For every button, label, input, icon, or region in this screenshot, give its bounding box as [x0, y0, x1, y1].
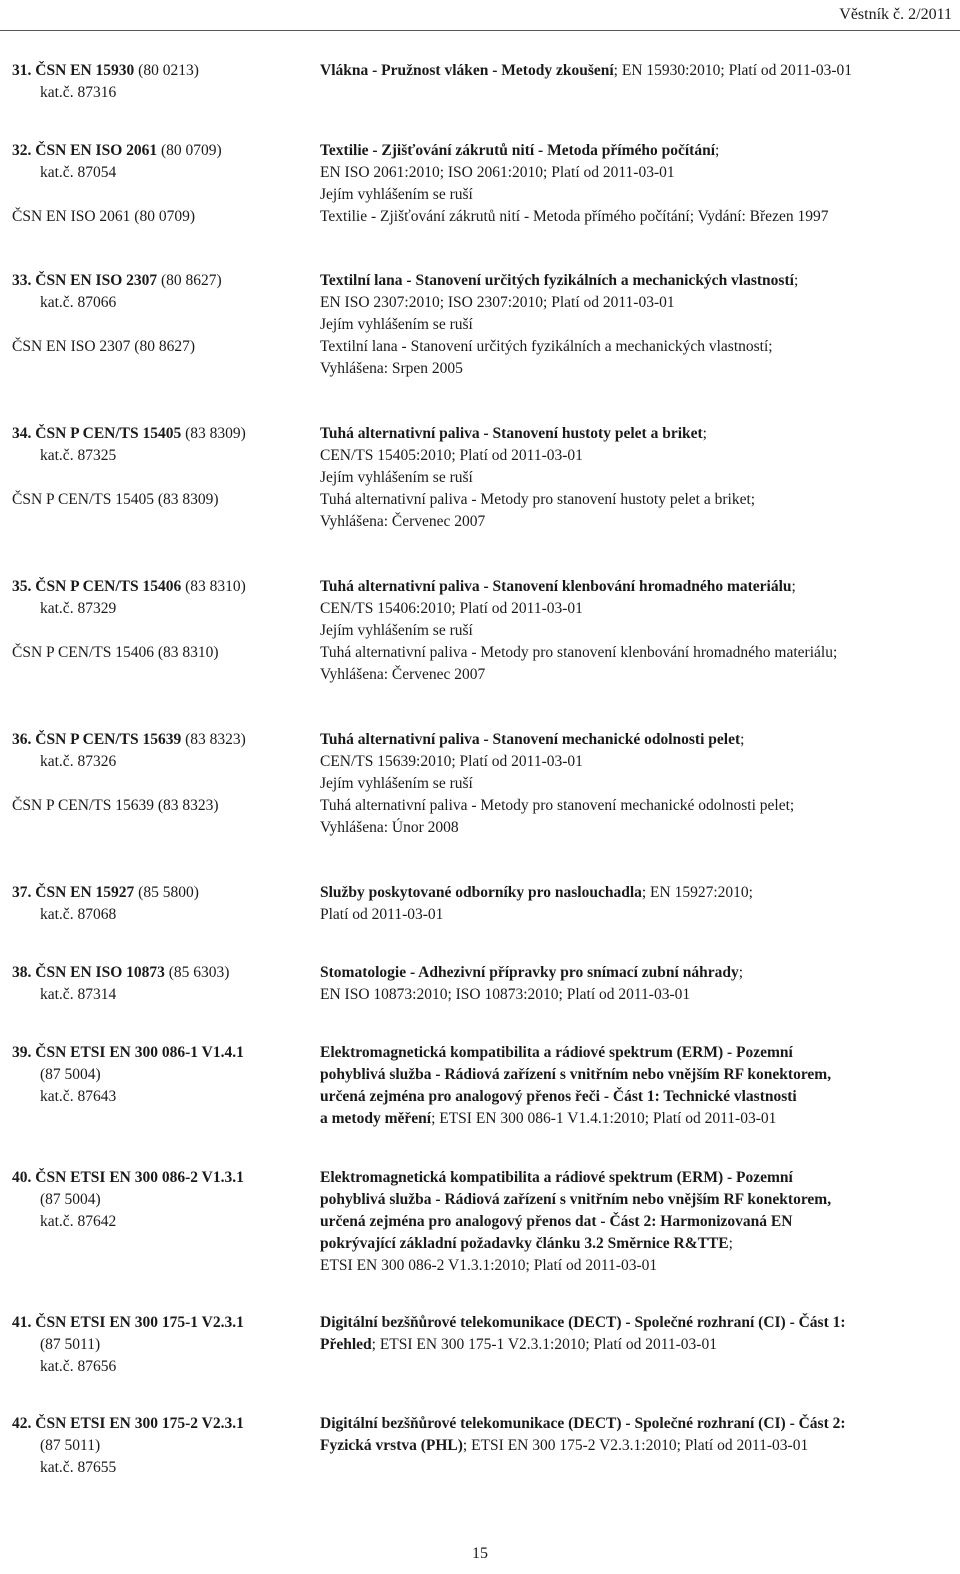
- text-line: [12, 642, 312, 664]
- text-line: [320, 773, 950, 795]
- plain-text: Jejím vyhlášením se ruší: [320, 622, 473, 639]
- text-line: [320, 1189, 950, 1211]
- plain-text: ; ETSI EN 300 086-1 V1.4.1:2010; Platí od 2011-03-01: [431, 1110, 777, 1127]
- plain-text: Tuhá alternativní paliva - Metody pro stanovení klenbování hromadného materiálu;: [320, 644, 838, 661]
- bold-text: Vlákna - Pružnost vláken - Metody zkoušení: [320, 62, 614, 79]
- text-line: [320, 1334, 950, 1356]
- bold-text: pokrývající základní požadavky článku 3.2 Směrnice R&TTE: [320, 1235, 729, 1252]
- text-line: [320, 1312, 950, 1334]
- text-line: [320, 489, 950, 511]
- plain-text: ; EN 15927:2010;: [641, 884, 753, 901]
- standard-identifier: [12, 1042, 312, 1108]
- standard-description: [320, 1413, 950, 1457]
- text-line: [12, 795, 312, 817]
- plain-text: ; ETSI EN 300 175-2 V2.3.1:2010; Platí od 2011-03-01: [462, 1437, 809, 1454]
- standard-identifier: [12, 1312, 312, 1378]
- bold-text: Textilie - Zjišťování zákrutů nití - Metoda přímého počítání: [320, 142, 716, 159]
- plain-text: ;: [791, 578, 796, 595]
- plain-text: Textilní lana - Stanovení určitých fyzikálních a mechanických vlastností;: [320, 338, 773, 355]
- text-line: [12, 620, 312, 642]
- bold-text: 32. ČSN EN ISO 2061: [12, 142, 158, 159]
- text-line: [12, 314, 312, 336]
- standard-description: [320, 1312, 950, 1356]
- text-line: [320, 904, 950, 926]
- text-line: [320, 206, 950, 228]
- plain-text: (83 8310): [181, 578, 246, 595]
- text-line: [12, 984, 312, 1006]
- text-line: [320, 751, 950, 773]
- standard-identifier: [12, 140, 312, 228]
- text-line: [12, 445, 312, 467]
- bold-text: 36. ČSN P CEN/TS 15639: [12, 731, 182, 748]
- text-line: [12, 1334, 312, 1356]
- text-line: [320, 795, 950, 817]
- text-line: [320, 1108, 950, 1130]
- text-line: [320, 467, 950, 489]
- plain-text: Textilie - Zjišťování zákrutů nití - Metoda přímého počítání; Vydání: Březen 1997: [320, 208, 829, 225]
- text-line: [12, 576, 312, 598]
- bold-text: Digitální bezšňůrové telekomunikace (DECT) - Společné rozhraní (CI) - Část 2:: [320, 1415, 846, 1432]
- plain-text: (83 8309): [181, 425, 246, 442]
- plain-text: kat.č. 87066: [40, 294, 117, 311]
- bold-text: Digitální bezšňůrové telekomunikace (DECT) - Společné rozhraní (CI) - Část 1:: [320, 1314, 846, 1331]
- standard-identifier: [12, 729, 312, 817]
- text-line: [12, 489, 312, 511]
- plain-text: EN ISO 10873:2010; ISO 10873:2010; Platí od 2011-03-01: [320, 986, 691, 1003]
- bold-text: Textilní lana - Stanovení určitých fyzikálních a mechanických vlastností: [320, 272, 794, 289]
- plain-text: (85 5800): [134, 884, 199, 901]
- text-line: [320, 1435, 950, 1457]
- standard-description: [320, 140, 950, 228]
- text-line: [320, 1064, 950, 1086]
- text-line: [320, 423, 950, 445]
- plain-text: Vyhlášena: Srpen 2005: [320, 360, 463, 377]
- text-line: [12, 1413, 312, 1435]
- text-line: [320, 1042, 950, 1064]
- plain-text: ;: [738, 964, 744, 981]
- plain-text: kat.č. 87643: [40, 1088, 117, 1105]
- plain-text: Jejím vyhlášením se ruší: [320, 186, 473, 203]
- plain-text: Tuhá alternativní paliva - Metody pro stanovení hustoty pelet a briket;: [320, 491, 756, 508]
- plain-text: (87 5011): [40, 1437, 101, 1454]
- text-line: [320, 729, 950, 751]
- page-number: 15: [472, 1545, 488, 1562]
- text-line: [320, 984, 950, 1006]
- text-line: [320, 140, 950, 162]
- text-line: [320, 642, 950, 664]
- bold-text: pohyblivá služba - Rádiová zařízení s vnitřním nebo vnějším RF konektorem,: [320, 1066, 832, 1083]
- bold-text: 37. ČSN EN 15927: [12, 884, 135, 901]
- plain-text: kat.č. 87329: [40, 600, 117, 617]
- bold-text: a metody měření: [320, 1110, 432, 1127]
- plain-text: ČSN P CEN/TS 15405 (83 8309): [12, 491, 219, 508]
- text-line: [320, 576, 950, 598]
- plain-text: (80 0709): [157, 142, 222, 159]
- plain-text: (87 5004): [40, 1066, 101, 1083]
- plain-text: CEN/TS 15405:2010; Platí od 2011-03-01: [320, 447, 583, 464]
- plain-text: Platí od 2011-03-01: [320, 906, 444, 923]
- bold-text: Tuhá alternativní paliva - Stanovení klenbování hromadného materiálu: [320, 578, 792, 595]
- text-line: [12, 1435, 312, 1457]
- text-line: [320, 664, 950, 686]
- text-line: [12, 1167, 312, 1189]
- standard-description: [320, 962, 950, 1006]
- plain-text: ČSN P CEN/TS 15406 (83 8310): [12, 644, 219, 661]
- plain-text: kat.č. 87068: [40, 906, 117, 923]
- text-line: [12, 292, 312, 314]
- text-line: [12, 882, 312, 904]
- text-line: [320, 162, 950, 184]
- standard-description: [320, 729, 950, 839]
- plain-text: Tuhá alternativní paliva - Metody pro stanovení mechanické odolnosti pelet;: [320, 797, 795, 814]
- plain-text: (87 5011): [40, 1336, 101, 1353]
- plain-text: ;: [793, 272, 799, 289]
- bold-text: Služby poskytované odborníky pro naslouchadla: [320, 884, 642, 901]
- text-line: [12, 904, 312, 926]
- text-line: [12, 270, 312, 292]
- plain-text: kat.č. 87054: [40, 164, 117, 181]
- standard-description: [320, 60, 950, 82]
- standard-identifier: [12, 60, 312, 104]
- plain-text: kat.č. 87656: [40, 1358, 117, 1375]
- text-line: [320, 1413, 950, 1435]
- bold-text: Tuhá alternativní paliva - Stanovení hustoty pelet a briket: [320, 425, 703, 442]
- text-line: [12, 1356, 312, 1378]
- bold-text: 41. ČSN ETSI EN 300 175-1 V2.3.1: [12, 1314, 244, 1331]
- plain-text: ČSN EN ISO 2307 (80 8627): [12, 338, 195, 355]
- standard-identifier: [12, 882, 312, 926]
- text-line: [320, 60, 950, 82]
- plain-text: ETSI EN 300 086-2 V1.3.1:2010; Platí od 2011-03-01: [320, 1257, 658, 1274]
- plain-text: CEN/TS 15406:2010; Platí od 2011-03-01: [320, 600, 583, 617]
- bold-text: pohyblivá služba - Rádiová zařízení s vnitřním nebo vnějším RF konektorem,: [320, 1191, 832, 1208]
- text-line: [12, 598, 312, 620]
- text-line: [320, 184, 950, 206]
- text-line: [12, 1211, 312, 1233]
- plain-text: kat.č. 87316: [40, 84, 117, 101]
- text-line: [320, 358, 950, 380]
- plain-text: EN ISO 2061:2010; ISO 2061:2010; Platí od 2011-03-01: [320, 164, 675, 181]
- standard-description: [320, 1167, 950, 1277]
- text-line: [320, 270, 950, 292]
- plain-text: (87 5004): [40, 1191, 101, 1208]
- text-line: [320, 1211, 950, 1233]
- plain-text: ;: [702, 425, 707, 442]
- plain-text: (83 8323): [181, 731, 246, 748]
- bold-text: 33. ČSN EN ISO 2307: [12, 272, 158, 289]
- text-line: [12, 773, 312, 795]
- plain-text: Vyhlášena: Červenec 2007: [320, 513, 486, 530]
- header-rule: [0, 30, 960, 31]
- bold-text: Elektromagnetická kompatibilita a rádiové spektrum (ERM) - Pozemní: [320, 1169, 793, 1186]
- standard-identifier: [12, 270, 312, 358]
- text-line: [12, 751, 312, 773]
- bold-text: určená zejména pro analogový přenos řeči - Část 1: Technické vlastnosti: [320, 1088, 797, 1105]
- text-line: [320, 336, 950, 358]
- text-line: [12, 1189, 312, 1211]
- text-line: [12, 423, 312, 445]
- bold-text: 34. ČSN P CEN/TS 15405: [12, 425, 182, 442]
- text-line: [320, 1255, 950, 1277]
- text-line: [12, 1086, 312, 1108]
- plain-text: Vyhlášena: Únor 2008: [320, 819, 459, 836]
- text-line: [12, 1042, 312, 1064]
- standard-identifier: [12, 1413, 312, 1479]
- text-line: [320, 445, 950, 467]
- plain-text: Jejím vyhlášením se ruší: [320, 469, 473, 486]
- text-line: [320, 620, 950, 642]
- text-line: [12, 184, 312, 206]
- bold-text: 39. ČSN ETSI EN 300 086-1 V1.4.1: [12, 1044, 244, 1061]
- text-line: [12, 140, 312, 162]
- text-line: [320, 1167, 950, 1189]
- bold-text: určená zejména pro analogový přenos dat - Část 2: Harmonizovaná EN: [320, 1213, 793, 1230]
- text-line: [12, 962, 312, 984]
- text-line: [12, 162, 312, 184]
- plain-text: ČSN P CEN/TS 15639 (83 8323): [12, 797, 219, 814]
- bold-text: Tuhá alternativní paliva - Stanovení mechanické odolnosti pelet: [320, 731, 741, 748]
- plain-text: (80 0213): [134, 62, 199, 79]
- text-line: [320, 817, 950, 839]
- standard-identifier: [12, 962, 312, 1006]
- plain-text: ČSN EN ISO 2061 (80 0709): [12, 208, 195, 225]
- bold-text: 35. ČSN P CEN/TS 15406: [12, 578, 182, 595]
- journal-title: Věstník č. 2/2011: [839, 6, 952, 23]
- text-line: [12, 1312, 312, 1334]
- text-line: [320, 882, 950, 904]
- bold-text: 42. ČSN ETSI EN 300 175-2 V2.3.1: [12, 1415, 244, 1432]
- text-line: [12, 467, 312, 489]
- bold-text: 40. ČSN ETSI EN 300 086-2 V1.3.1: [12, 1169, 244, 1186]
- plain-text: kat.č. 87325: [40, 447, 117, 464]
- text-line: [320, 292, 950, 314]
- bold-text: 31. ČSN EN 15930: [12, 62, 135, 79]
- plain-text: (85 6303): [164, 964, 230, 981]
- text-line: [12, 60, 312, 82]
- bold-text: Elektromagnetická kompatibilita a rádiové spektrum (ERM) - Pozemní: [320, 1044, 793, 1061]
- text-line: [320, 511, 950, 533]
- plain-text: ; ETSI EN 300 175-1 V2.3.1:2010; Platí od 2011-03-01: [371, 1336, 717, 1353]
- text-line: [12, 729, 312, 751]
- text-line: [12, 1457, 312, 1479]
- standard-identifier: [12, 576, 312, 664]
- plain-text: EN ISO 2307:2010; ISO 2307:2010; Platí od 2011-03-01: [320, 294, 675, 311]
- bold-text: Fyzická vrstva (PHL): [320, 1437, 463, 1454]
- text-line: [320, 1233, 950, 1255]
- plain-text: kat.č. 87326: [40, 753, 117, 770]
- text-line: [12, 82, 312, 104]
- standard-identifier: [12, 1167, 312, 1233]
- text-line: [320, 962, 950, 984]
- plain-text: ; EN 15930:2010; Platí od 2011-03-01: [613, 62, 853, 79]
- plain-text: kat.č. 87642: [40, 1213, 117, 1230]
- text-line: [320, 598, 950, 620]
- standard-description: [320, 423, 950, 533]
- plain-text: CEN/TS 15639:2010; Platí od 2011-03-01: [320, 753, 583, 770]
- plain-text: Vyhlášena: Červenec 2007: [320, 666, 486, 683]
- text-line: [12, 1064, 312, 1086]
- plain-text: ;: [715, 142, 720, 159]
- text-line: [12, 336, 312, 358]
- standard-description: [320, 576, 950, 686]
- bold-text: 38. ČSN EN ISO 10873: [12, 964, 165, 981]
- plain-text: ;: [728, 1235, 733, 1252]
- standard-identifier: [12, 423, 312, 511]
- standard-description: [320, 882, 950, 926]
- plain-text: Jejím vyhlášením se ruší: [320, 775, 473, 792]
- plain-text: Jejím vyhlášením se ruší: [320, 316, 473, 333]
- bold-text: Přehled: [320, 1336, 372, 1353]
- plain-text: kat.č. 87314: [40, 986, 117, 1003]
- page-header: [0, 0, 960, 30]
- text-line: [12, 206, 312, 228]
- plain-text: (80 8627): [157, 272, 222, 289]
- bold-text: Stomatologie - Adhezivní přípravky pro snímací zubní náhrady: [320, 964, 739, 981]
- standard-description: [320, 1042, 950, 1130]
- standard-description: [320, 270, 950, 380]
- plain-text: ;: [740, 731, 745, 748]
- text-line: [320, 314, 950, 336]
- plain-text: kat.č. 87655: [40, 1459, 117, 1476]
- text-line: [320, 1086, 950, 1108]
